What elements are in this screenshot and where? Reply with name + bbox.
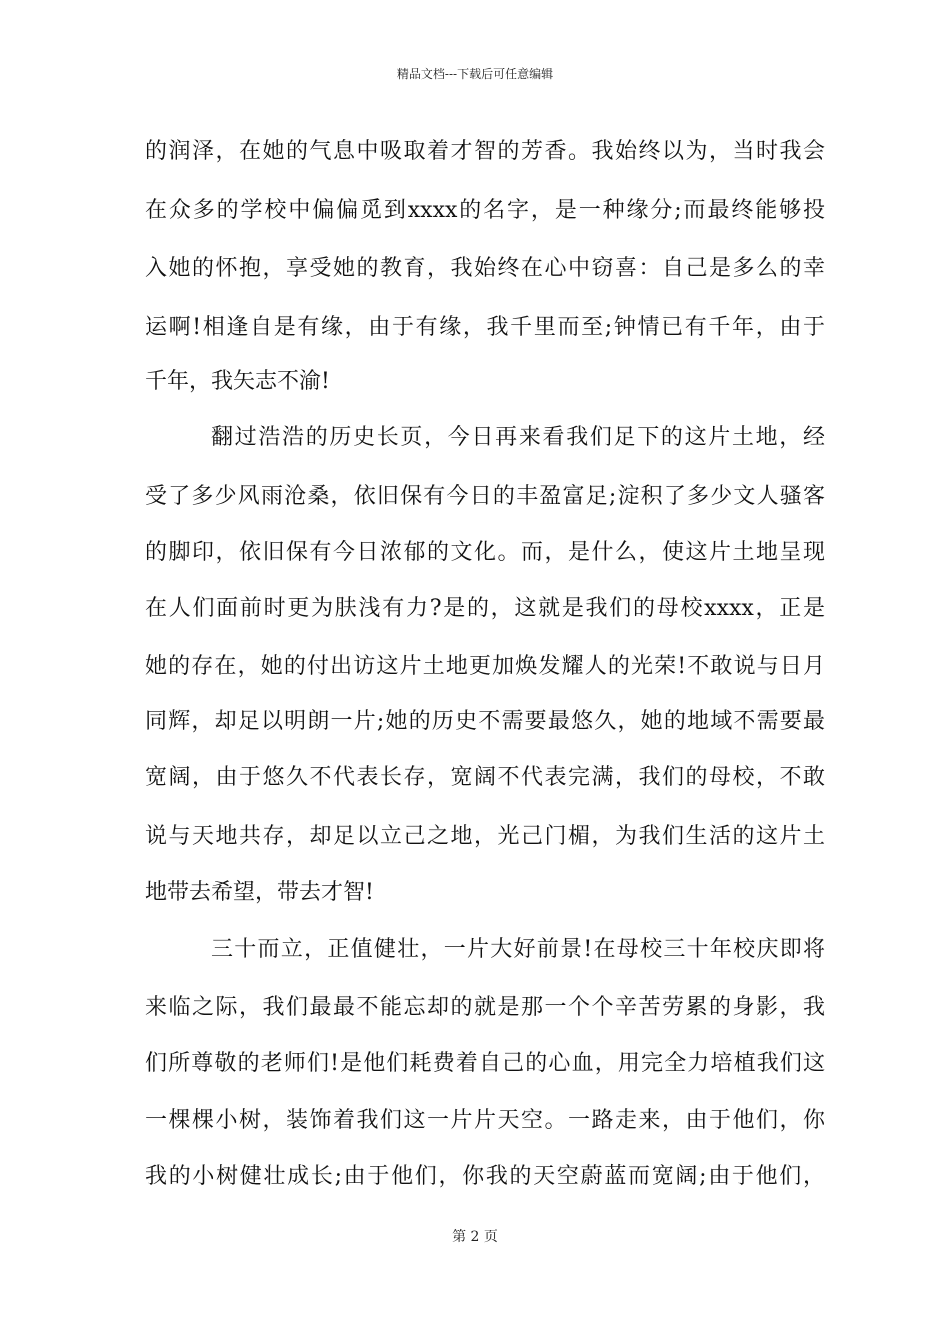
text-line: 的润泽，在她的气息中吸取着才智的芳香。我始终以为，当时我会 bbox=[145, 139, 825, 164]
text-line: 的脚印，依旧保有今日浓郁的文化。而，是什么，使这片土地呈现 bbox=[145, 540, 825, 565]
text-line: 们所尊敬的老师们!是他们耗费着自己的心血，用完全力培植我们这 bbox=[145, 1051, 825, 1076]
text-line: 说与天地共存，却足以立己之地，光己门楣，为我们生活的这片土 bbox=[145, 824, 825, 849]
text-line: 地带去希望，带去才智! bbox=[145, 880, 374, 905]
text-line: 我的小树健壮成长;由于他们，你我的天空蔚蓝而宽阔;由于他们， bbox=[145, 1164, 825, 1189]
text-line: 一棵棵小树，装饰着我们这一片片天空。一路走来，由于他们，你 bbox=[145, 1108, 825, 1133]
page-number: 第 2 页 bbox=[452, 1229, 498, 1245]
text-line: 入她的怀抱，享受她的教育，我始终在心中窃喜：自己是多么的幸 bbox=[145, 256, 825, 281]
text-line: 翻过浩浩的历史长页，今日再来看我们足下的这片土地，经 bbox=[211, 425, 825, 450]
text-line: 三十而立，正值健壮，一片大好前景!在母校三十年校庆即将 bbox=[211, 937, 825, 962]
text-line: 在众多的学校中偏偏觅到xxxx的名字，是一种缘分;而最终能够投 bbox=[145, 198, 825, 223]
text-line: 受了多少风雨沧桑，依旧保有今日的丰盈富足;淀积了多少文人骚客 bbox=[145, 484, 825, 509]
text-line: 千年，我矢志不渝! bbox=[145, 369, 330, 394]
text-line: 她的存在，她的付出访这片土地更加焕发耀人的光荣!不敢说与日月 bbox=[145, 654, 825, 679]
page-header: 精品文档---下载后可任意编辑 bbox=[396, 67, 554, 81]
text-line: 同辉，却足以明朗一片;她的历史不需要最悠久，她的地域不需要最 bbox=[145, 709, 825, 734]
text-line: 运啊!相逢自是有缘，由于有缘，我千里而至;钟情已有千年，由于 bbox=[145, 315, 825, 340]
text-line: 来临之际，我们最最不能忘却的就是那一个个辛苦劳累的身影，我 bbox=[145, 995, 825, 1020]
text-line: 在人们面前时更为肤浅有力?是的，这就是我们的母校xxxx，正是 bbox=[145, 596, 825, 621]
text-line: 宽阔，由于悠久不代表长存，宽阔不代表完满，我们的母校，不敢 bbox=[145, 765, 825, 790]
